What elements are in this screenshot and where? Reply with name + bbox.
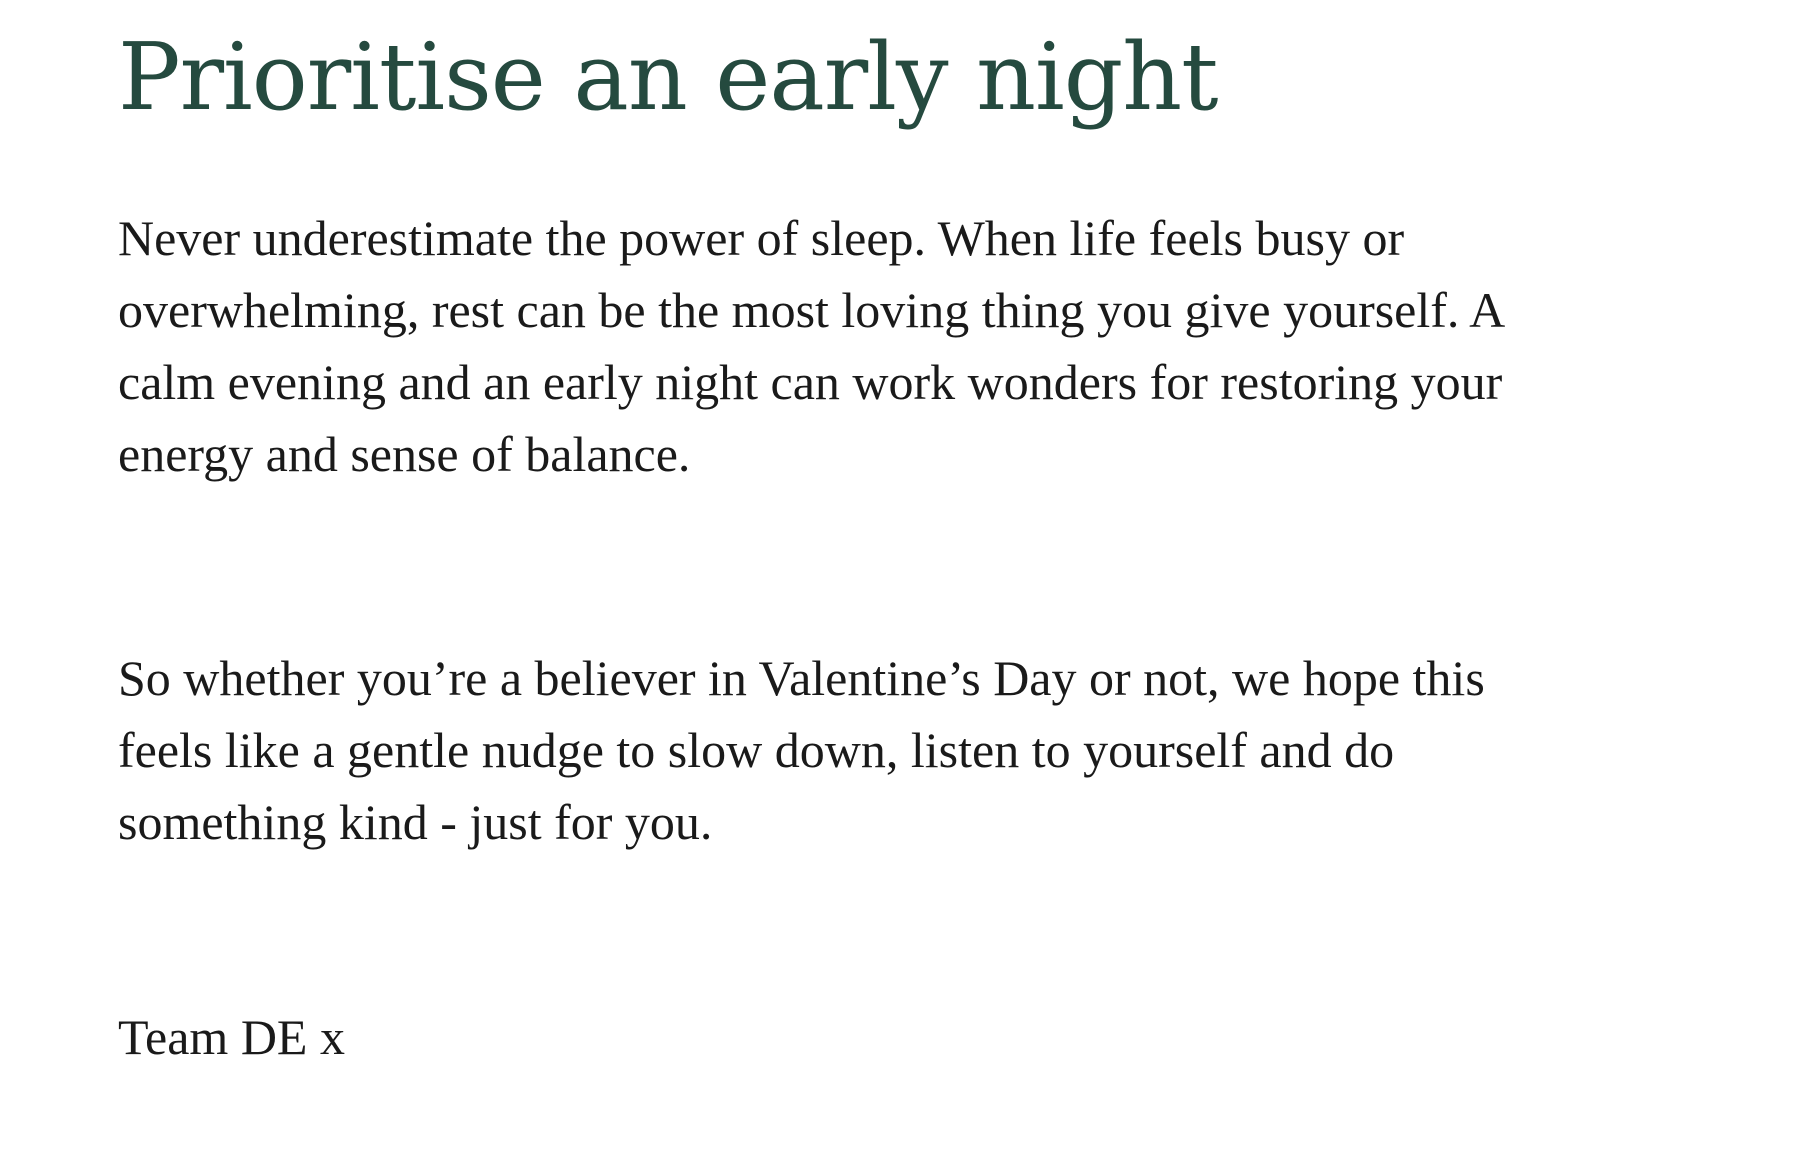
section-heading: Prioritise an early night <box>118 23 1218 131</box>
body-paragraph-sleep: Never underestimate the power of sleep. When life feels busy or overwhelming, rest can be the most loving thing you give yourself. A calm evening and an early night can work wonders for restoring your energy and sense of balance. <box>118 210 1503 482</box>
signoff: Team DE x <box>118 1009 345 1065</box>
body-paragraph-valentines: So whether you’re a believer in Valentine’s Day or not, we hope this feels like a gentle nudge to slow down, listen to yourself and do something kind - just for you. <box>118 650 1485 850</box>
